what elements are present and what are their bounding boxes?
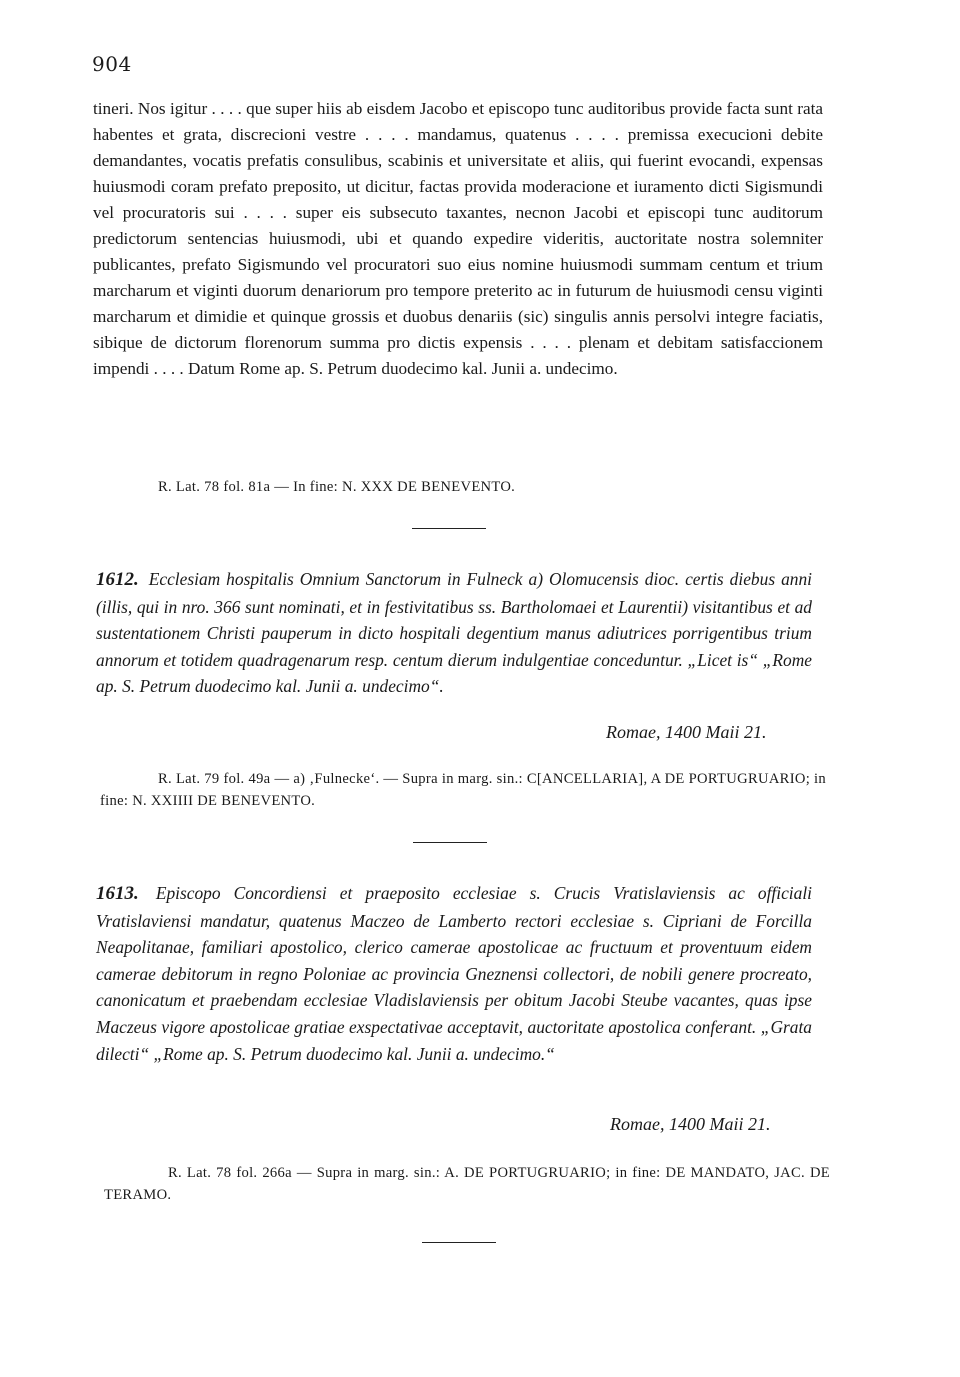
continuation-text xyxy=(93,96,823,382)
continuation-paragraph: tineri. Nos igitur . . . . que super hiis ab eisdem Jacobo et episcopo tunc auditoribus provide facta sunt rata habentes et grata, discrecioni vestre . . . . mandamus, quatenus . . . . premissa execucioni debite demandantes, vocatis prefatis consulibus, scabinis et universitate et aliis, qui fuerint evocandi, expensas huiusmodi coram prefato preposito, ut dicitur, factas provida moderacione et iuramento dicti Sigismundi vel procuratoris sui . . . . super eis subsecuto taxantes, necnon Jacobi et episcopi tunc auditorum predictorum sentencias huiusmodi, ubi et quando expedire videritis, auctoritate nostra solemniter publicantes, prefato Sigismundo vel procuratori suo eius nomine huiusmodi summam centum et trium marcharum et viginti duorum denariorum pro tempore preterito ac in futurum de huiusmodi censu viginti marcharum et dimidie et quinque grossis et duobus denariis (sic) singulis annis persolvi integre faciatis, sibique de dictorum florenorum summa pro dictis expensis . . . . plenam et debitam satisfaccionem impendi . . . . Datum Rome ap. S. Petrum duodecimo kal. Junii a. undecimo. xyxy=(93,99,823,378)
entry-number: 1612. xyxy=(96,569,139,590)
page-number: 904 xyxy=(92,52,132,76)
entry-date: Romae, 1400 Maii 21. xyxy=(606,722,767,742)
entry-number: 1613. xyxy=(96,883,139,904)
entry-source: R. Lat. 78 fol. 266a — Supra in marg. sin.: A. DE PORTUGRUARIO; in fine: DE MANDATO, JAC. DE TERAMO. xyxy=(104,1165,830,1203)
section-divider xyxy=(412,528,486,529)
entry-regest: Ecclesiam hospitalis Omnium Sanctorum in Fulneck a) Olomucensis dioc. certis diebus anni (illis, qui in nro. 366 sunt nominati, et in festivitatibus ss. Bartholomaei et Laurentii) visitantibus et ad sustentationem Christi pauperum in dicto hospitali degentium manus adiutrices porrigentibus trium annorum et totidem quadragenarum resp. centum dierum indulgentiae conceduntur. „Licet is“ „Rome ap. S. Petrum duodecimo kal. Junii a. undecimo“. xyxy=(96,569,812,697)
section-divider xyxy=(413,842,487,843)
continuation-source: R. Lat. 78 fol. 81a — In fine: N. XXX DE BENEVENTO. xyxy=(158,479,516,495)
entry-1612 xyxy=(96,566,812,700)
entry-1613 xyxy=(96,880,812,1067)
section-divider xyxy=(422,1242,496,1243)
entry-source: R. Lat. 79 fol. 49a — a) ‚Fulnecke‘. — Supra in marg. sin.: C[ANCELLARIA], A DE PORTUGRUARIO; in fine: N. XXIIII DE BENEVENTO. xyxy=(100,771,826,809)
entry-regest: Episcopo Concordiensi et praeposito ecclesiae s. Crucis Vratislaviensis ac officiali Vratislaviensi mandatur, quatenus Maczeo de Lamberto rectori ecclesiae s. Cipriani de Forcilla Neapolitanae, familiari apostolico, clerico camerae apostolicae ac fructuum et proventuum eidem camerae debitorum in regno Poloniae ac provincia Gneznensi collectori, de nobili genere procreato, canonicatum et praebendam ecclesiae Vladislaviensis per obitum Jacobi Steube vacantes, quas ipse Maczeus vigore apostolicae gratiae exspectativae acceptavit, auctoritate apostolica conferant. „Grata dilecti“ „Rome ap. S. Petrum duodecimo kal. Junii a. undecimo.“ xyxy=(96,883,812,1064)
entry-date: Romae, 1400 Maii 21. xyxy=(610,1114,771,1134)
